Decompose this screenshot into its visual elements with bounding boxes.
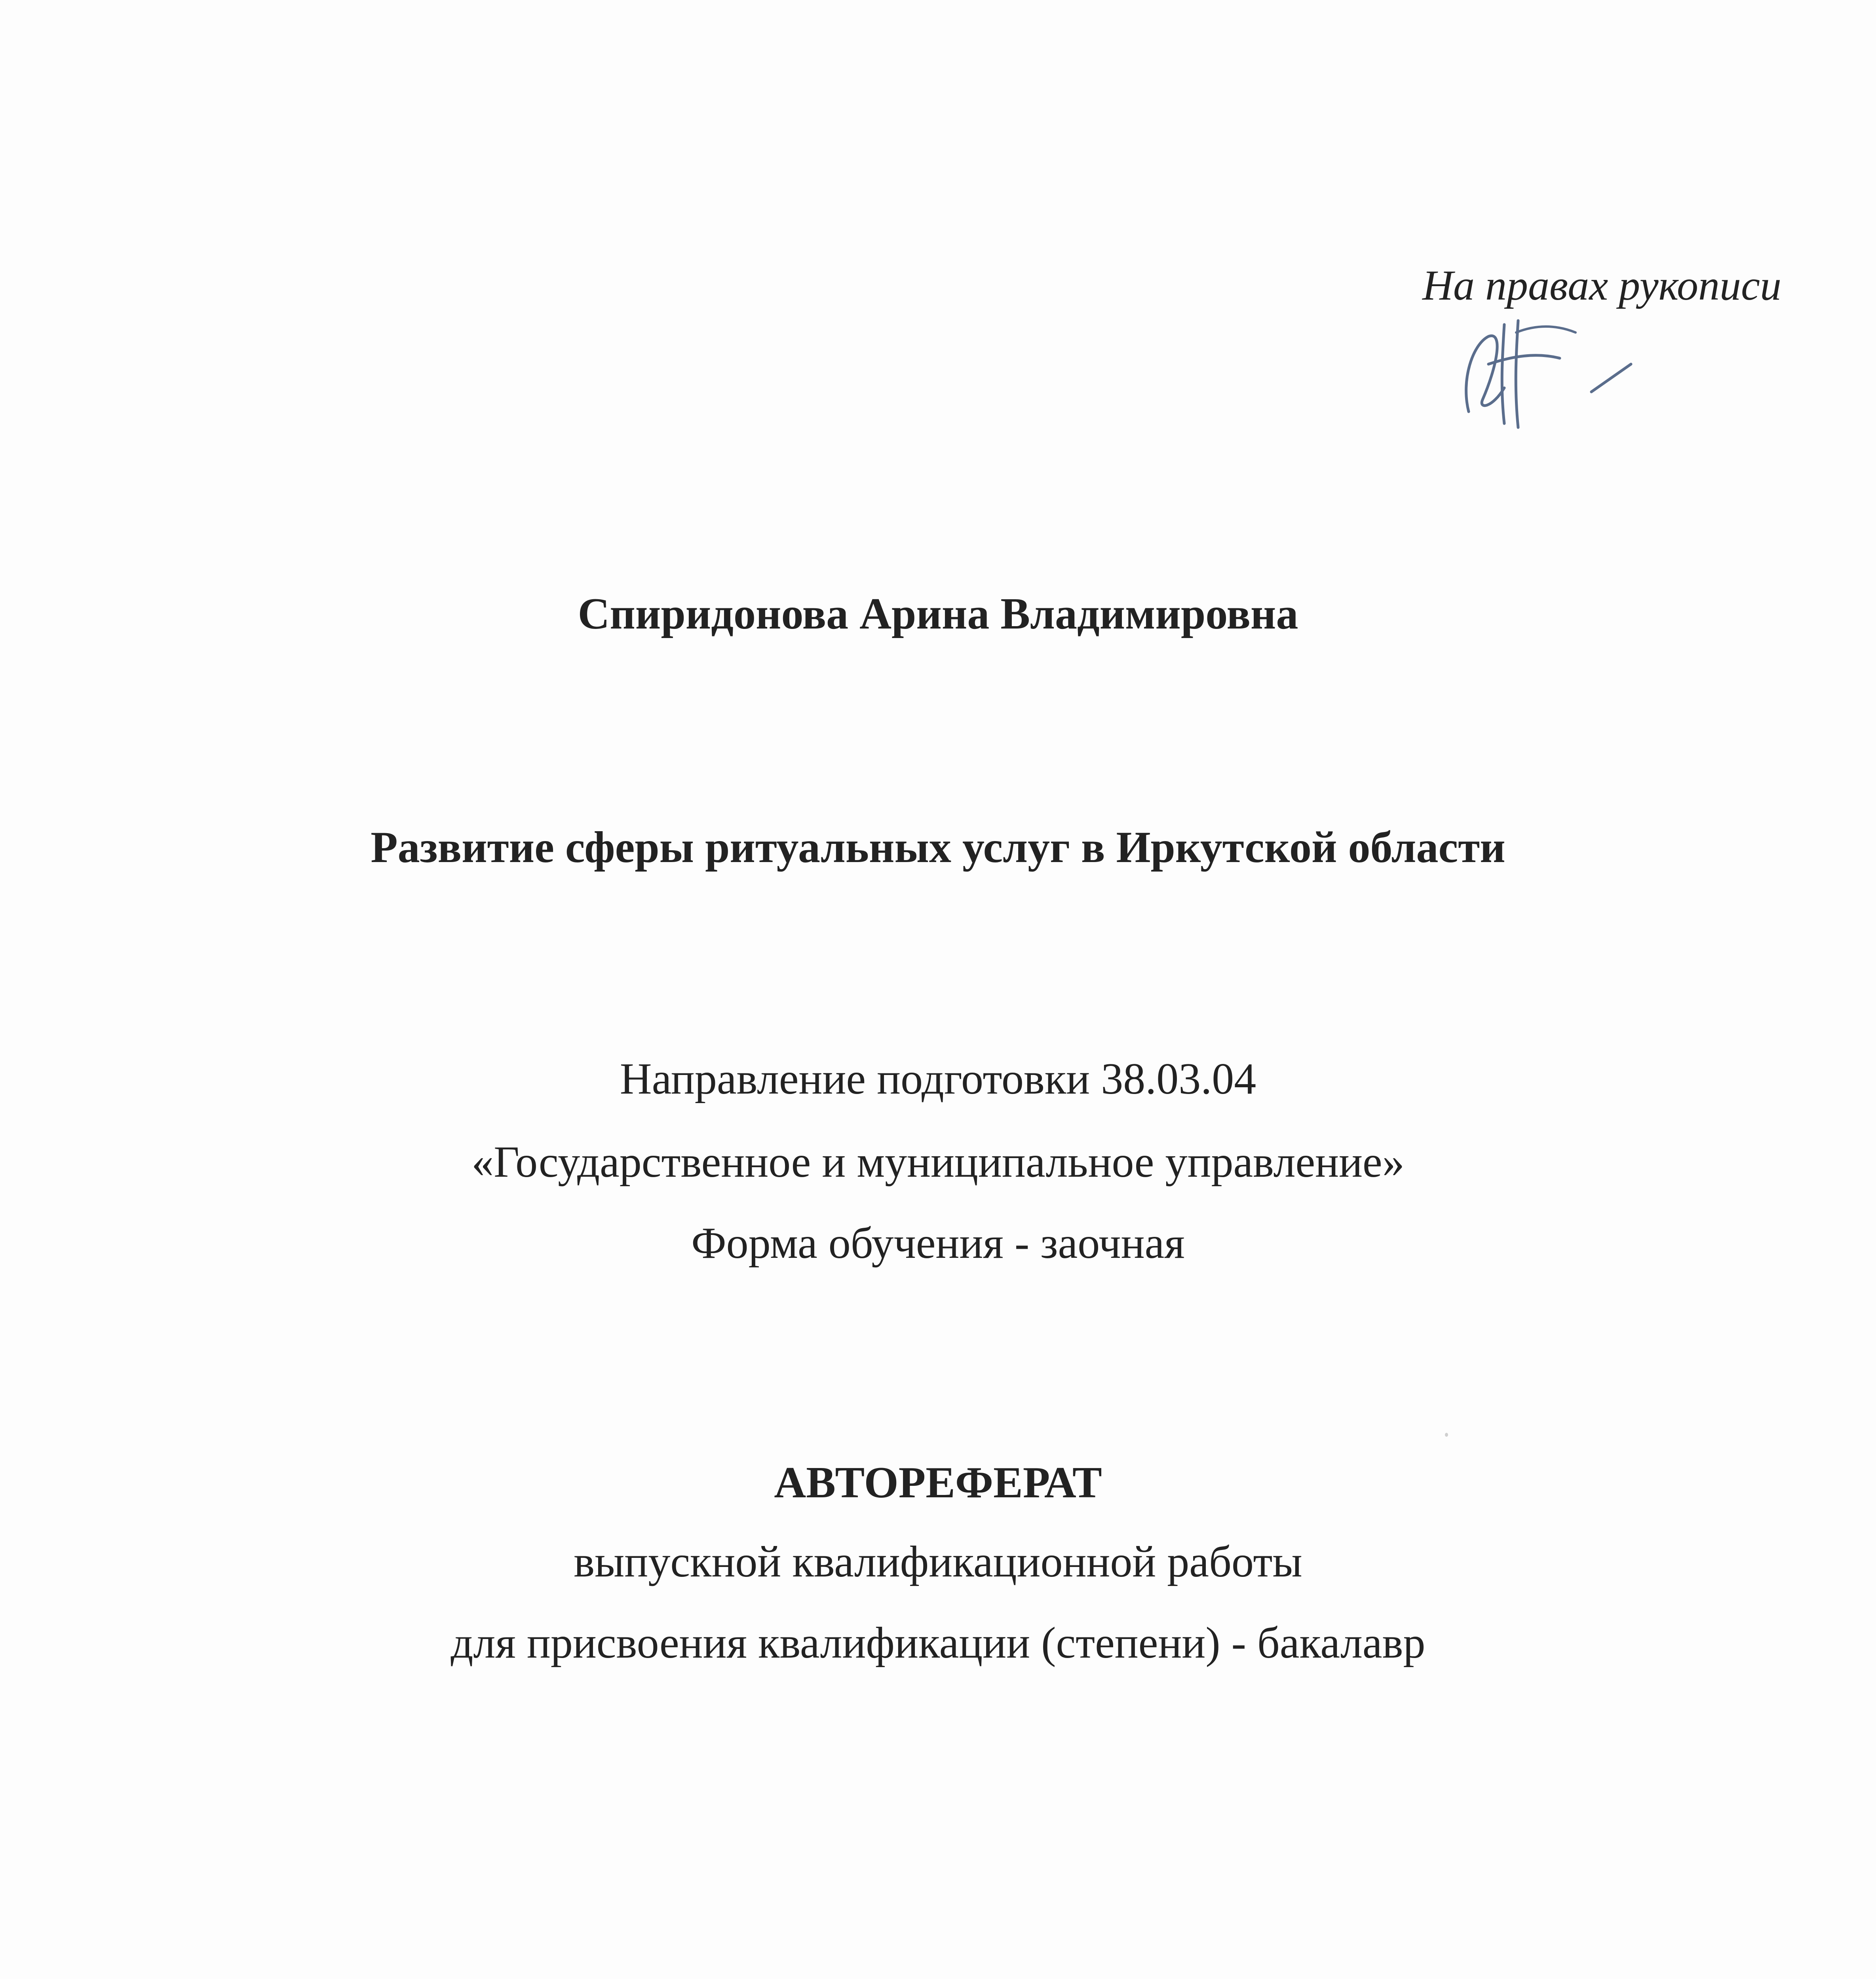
abstract-line-1: выпускной квалификационной работы <box>574 1537 1302 1586</box>
thesis-title: Развитие сферы ритуальных услуг в Иркутской области <box>371 823 1505 872</box>
program-direction: Направление подготовки 38.03.04 <box>620 1054 1256 1103</box>
program-name: «Государственное и муниципальное управление» <box>471 1138 1405 1187</box>
abstract-line-2: для присвоения квалификации (степени) - бакалавр <box>450 1618 1426 1668</box>
study-form: Форма обучения - заочная <box>691 1219 1185 1268</box>
manuscript-note: На правах рукописи <box>1422 262 1781 309</box>
scan-speck <box>1445 1433 1448 1437</box>
abstract-heading: АВТОРЕФЕРАТ <box>774 1458 1102 1507</box>
handwritten-signature <box>1445 309 1651 435</box>
author-name: Спиридонова Арина Владимировна <box>578 589 1298 638</box>
